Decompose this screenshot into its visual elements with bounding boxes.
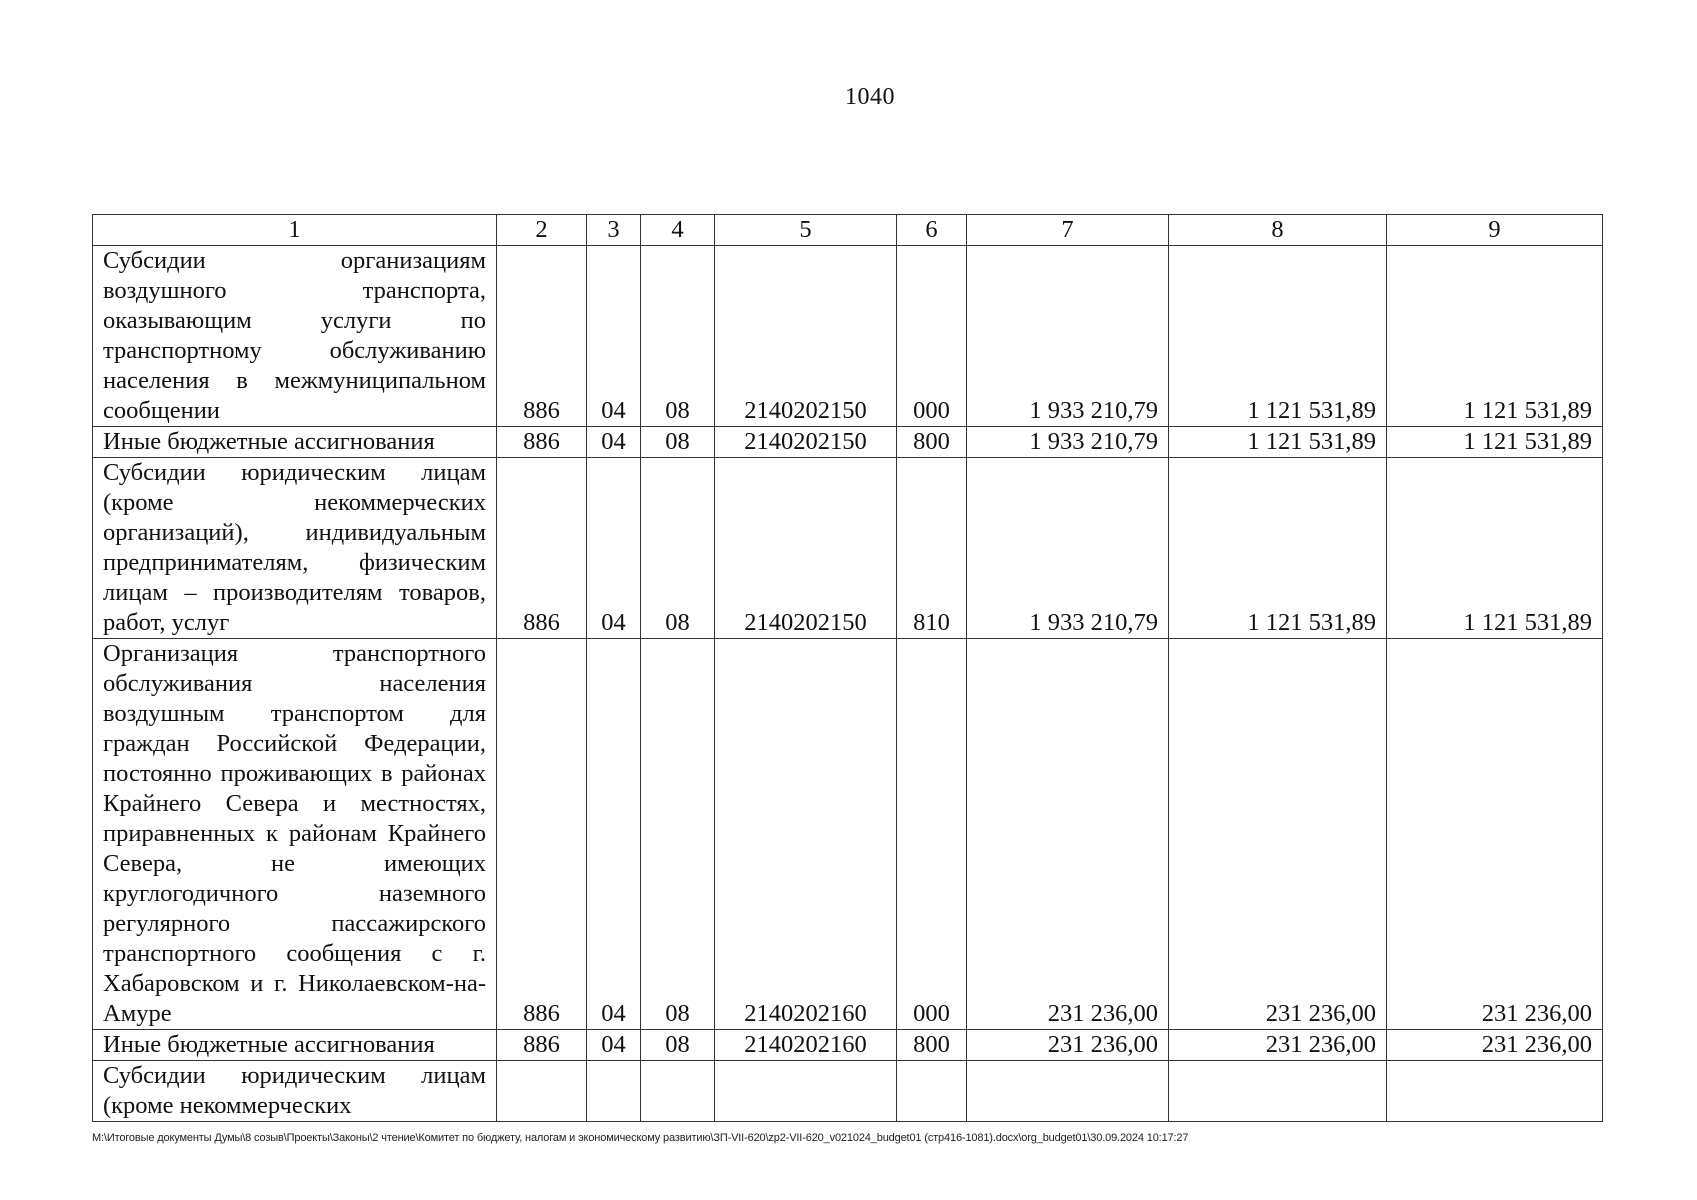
column-number: 5 — [715, 215, 897, 246]
column-number: 7 — [967, 215, 1169, 246]
section-code — [587, 1061, 641, 1122]
amount-col-8: 1 121 531,89 — [1169, 458, 1387, 639]
ministry-code: 886 — [497, 246, 587, 427]
section-code: 04 — [587, 1030, 641, 1061]
table-row-continued — [93, 1061, 1603, 1122]
row-description: Субсидии юридическим лицам (кроме некоммерческих организаций), индивидуальным предпринимателям, физическим лицам – производителям товаров, работ, услуг — [93, 458, 497, 639]
row-description: Иные бюджетные ассигнования — [93, 427, 497, 458]
amount-col-9: 1 121 531,89 — [1387, 427, 1603, 458]
target-article-code: 2140202150 — [715, 458, 897, 639]
subsection-code: 08 — [641, 458, 715, 639]
ministry-code: 886 — [497, 427, 587, 458]
table-row — [93, 427, 1603, 458]
expense-type-code: 800 — [897, 1030, 967, 1061]
target-article-code: 2140202150 — [715, 427, 897, 458]
amount-col-7: 1 933 210,79 — [967, 427, 1169, 458]
amount-col-9: 231 236,00 — [1387, 1030, 1603, 1061]
ministry-code — [497, 1061, 587, 1122]
column-number: 1 — [93, 215, 497, 246]
expense-type-code: 800 — [897, 427, 967, 458]
subsection-code: 08 — [641, 639, 715, 1030]
amount-col-8: 231 236,00 — [1169, 639, 1387, 1030]
column-number: 6 — [897, 215, 967, 246]
target-article-code — [715, 1061, 897, 1122]
column-number: 9 — [1387, 215, 1603, 246]
page-number: 1040 — [845, 84, 895, 110]
row-description: Иные бюджетные ассигнования — [93, 1030, 497, 1061]
amount-col-7: 231 236,00 — [967, 639, 1169, 1030]
expense-type-code: 000 — [897, 246, 967, 427]
amount-col-9: 1 121 531,89 — [1387, 246, 1603, 427]
file-path-footer: M:\Итоговые документы Думы\8 созыв\Проекты\Законы\2 чтение\Комитет по бюджету, налогам и экономическому развитию\ЗП-VII-620\zp2-VII-620_v021024_budget01 (стр416-1081).docx\org_budget01\30.09.2024 10:17:27 — [92, 1132, 1189, 1144]
amount-col-7: 231 236,00 — [967, 1030, 1169, 1061]
subsection-code: 08 — [641, 1030, 715, 1061]
expense-type-code — [897, 1061, 967, 1122]
row-description: Организация транспортного обслуживания населения воздушным транспортом для граждан Российской Федерации, постоянно проживающих в районах Крайнего Севера и местностях, приравненных к районам Крайнего Севера, не имеющих круглогодичного наземного регулярного пассажирского транспортного сообщения с г. Хабаровском и г. Николаевском-на-Амуре — [93, 639, 497, 1030]
subsection-code: 08 — [641, 246, 715, 427]
table-row — [93, 246, 1603, 427]
amount-col-8: 231 236,00 — [1169, 1030, 1387, 1061]
amount-col-7 — [967, 1061, 1169, 1122]
subsection-code — [641, 1061, 715, 1122]
expense-type-code: 810 — [897, 458, 967, 639]
column-number-row — [93, 215, 1603, 246]
amount-col-9: 231 236,00 — [1387, 639, 1603, 1030]
table-row — [93, 639, 1603, 1030]
target-article-code: 2140202150 — [715, 246, 897, 427]
section-code: 04 — [587, 458, 641, 639]
amount-col-7: 1 933 210,79 — [967, 246, 1169, 427]
amount-col-8: 1 121 531,89 — [1169, 246, 1387, 427]
section-code: 04 — [587, 639, 641, 1030]
row-description: Субсидии организациям воздушного транспорта, оказывающим услуги по транспортному обслуживанию населения в межмуниципальном сообщении — [93, 246, 497, 427]
expense-type-code: 000 — [897, 639, 967, 1030]
ministry-code: 886 — [497, 458, 587, 639]
amount-col-9 — [1387, 1061, 1603, 1122]
section-code: 04 — [587, 246, 641, 427]
budget-table — [92, 214, 1603, 1122]
column-number: 3 — [587, 215, 641, 246]
section-code: 04 — [587, 427, 641, 458]
column-number: 4 — [641, 215, 715, 246]
target-article-code: 2140202160 — [715, 1030, 897, 1061]
subsection-code: 08 — [641, 427, 715, 458]
ministry-code: 886 — [497, 1030, 587, 1061]
target-article-code: 2140202160 — [715, 639, 897, 1030]
ministry-code: 886 — [497, 639, 587, 1030]
column-number: 2 — [497, 215, 587, 246]
row-description: Субсидии юридическим лицам (кроме некоммерческих — [93, 1061, 497, 1122]
amount-col-9: 1 121 531,89 — [1387, 458, 1603, 639]
column-number: 8 — [1169, 215, 1387, 246]
amount-col-8 — [1169, 1061, 1387, 1122]
amount-col-7: 1 933 210,79 — [967, 458, 1169, 639]
table-row — [93, 1030, 1603, 1061]
amount-col-8: 1 121 531,89 — [1169, 427, 1387, 458]
table-row — [93, 458, 1603, 639]
